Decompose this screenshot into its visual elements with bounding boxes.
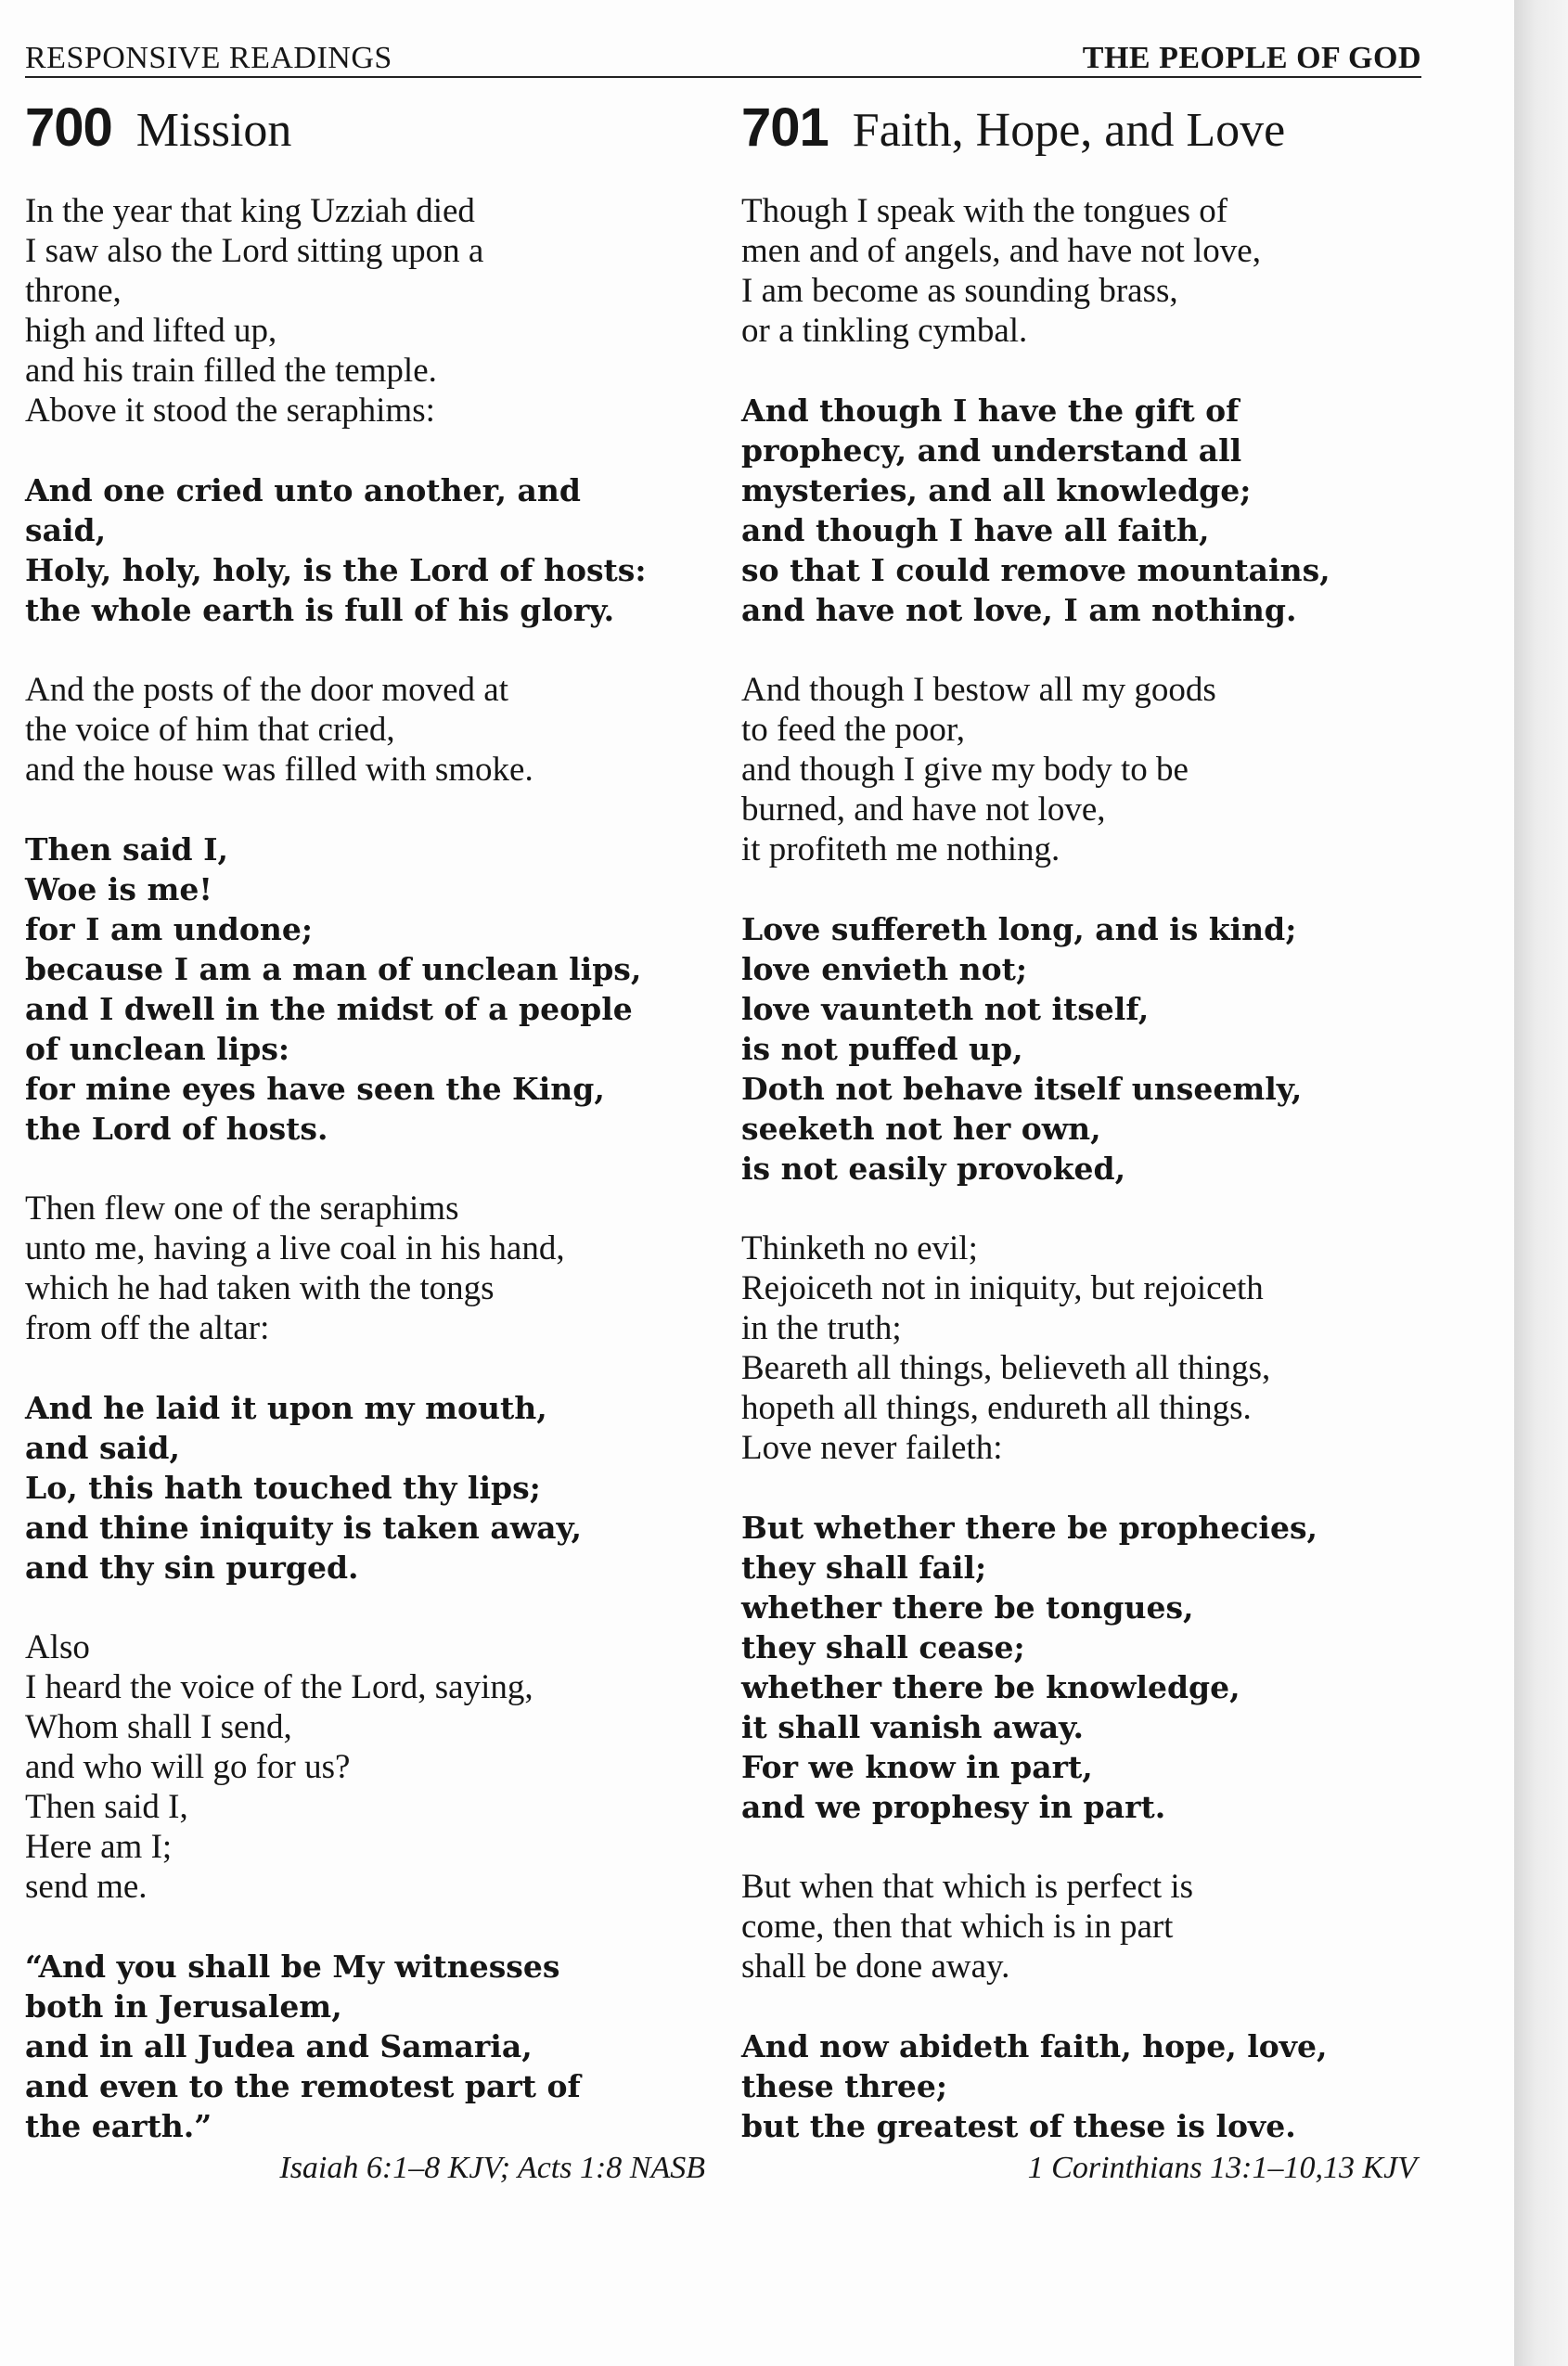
reading-line: and though I give my body to be xyxy=(741,751,1189,789)
reading-line: But when that which is perfect is xyxy=(741,1868,1194,1906)
reading-line: they shall cease; xyxy=(741,1629,1025,1665)
reading-line: the voice of him that cried, xyxy=(25,711,395,749)
reading-line: love envieth not; xyxy=(741,951,1028,987)
leader-reading xyxy=(741,1867,1428,1987)
reading-text xyxy=(741,191,1428,2146)
reading-line: said, xyxy=(25,512,107,548)
reading-line: to feed the poor, xyxy=(741,711,965,749)
reading-line: whether there be knowledge, xyxy=(741,1669,1240,1705)
reading-line: for I am undone; xyxy=(25,911,314,947)
reading-line: high and lifted up, xyxy=(25,312,277,350)
reading-line: Also xyxy=(25,1628,90,1666)
reading-line: Lo, this hath touched thy lips; xyxy=(25,1470,541,1506)
reading-line: come, then that which is in part xyxy=(741,1908,1174,1946)
reading-number: 701 xyxy=(741,97,829,158)
reading-line: hopeth all things, endureth all things. xyxy=(741,1389,1252,1427)
reading-line: and we prophesy in part. xyxy=(741,1789,1166,1825)
reading-line: for mine eyes have seen the King, xyxy=(25,1071,605,1107)
reading-line: and who will go for us? xyxy=(25,1748,351,1786)
reading-line: whether there be tongues, xyxy=(741,1589,1194,1626)
congregation-response xyxy=(25,829,712,1149)
running-head xyxy=(25,39,1421,78)
congregation-response xyxy=(25,1947,712,2146)
reading-text xyxy=(25,191,712,2146)
reading-title: Mission xyxy=(135,104,292,157)
scripture-citation: 1 Corinthians 13:1–10,13 KJV xyxy=(1027,2151,1417,2185)
congregation-response xyxy=(741,909,1428,1189)
reading-line: shall be done away. xyxy=(741,1948,1010,1986)
reading-line: in the truth; xyxy=(741,1309,902,1347)
reading-number: 700 xyxy=(25,97,112,158)
reading-line: In the year that king Uzziah died xyxy=(25,192,475,230)
reading-line: I saw also the Lord sitting upon a xyxy=(25,232,484,270)
reading-line: because I am a man of unclean lips, xyxy=(25,951,642,987)
reading-line: so that I could remove mountains, xyxy=(741,552,1330,588)
congregation-response xyxy=(25,470,712,630)
reading-line: For we know in part, xyxy=(741,1749,1093,1785)
reading-line: Doth not behave itself unseemly, xyxy=(741,1071,1303,1107)
reading-line: and his train filled the temple. xyxy=(25,352,437,390)
reading-line: Then flew one of the seraphims xyxy=(25,1189,459,1228)
reading-line: these three; xyxy=(741,2068,948,2104)
reading-line: and the house was filled with smoke. xyxy=(25,751,533,789)
reading-line: Though I speak with the tongues of xyxy=(741,192,1228,230)
reading-line: But whether there be prophecies, xyxy=(741,1510,1318,1546)
reading-line: and I dwell in the midst of a people xyxy=(25,991,633,1027)
reading-line: both in Jerusalem, xyxy=(25,1988,342,2025)
reading-line: the earth.” xyxy=(25,2108,212,2144)
reading-line: is not puffed up, xyxy=(741,1031,1023,1067)
reading-line: Love suffereth long, and is kind; xyxy=(741,911,1297,947)
reading-line: Here am I; xyxy=(25,1828,173,1866)
reading-line: and even to the remotest part of xyxy=(25,2068,581,2104)
reading-line: it shall vanish away. xyxy=(741,1709,1084,1745)
reading-line: which he had taken with the tongs xyxy=(25,1269,495,1307)
reading-line: and have not love, I am nothing. xyxy=(741,592,1297,628)
category-label: THE PEOPLE OF GOD xyxy=(1082,41,1421,75)
reading-line: Thinketh no evil; xyxy=(741,1229,978,1267)
reading-line: of unclean lips: xyxy=(25,1031,290,1067)
reading-line: I am become as sounding brass, xyxy=(741,272,1178,310)
page-edge-shadow xyxy=(1514,0,1568,2366)
reading-line: is not easily provoked, xyxy=(741,1151,1126,1187)
reading-line: Love never faileth: xyxy=(741,1429,1003,1467)
reading-line: love vaunteth not itself, xyxy=(741,991,1150,1027)
reading-line: Then said I, xyxy=(25,831,229,868)
reading-line: but the greatest of these is love. xyxy=(741,2108,1296,2144)
reading-line: And the posts of the door moved at xyxy=(25,671,508,709)
section-label: RESPONSIVE READINGS xyxy=(25,41,392,75)
reading-line: or a tinkling cymbal. xyxy=(741,312,1028,350)
reading-line: it profiteth me nothing. xyxy=(741,830,1060,868)
reading-700 xyxy=(25,96,712,2186)
reading-line: they shall fail; xyxy=(741,1549,987,1586)
reading-line: seeketh not her own, xyxy=(741,1111,1101,1147)
reading-line: and thy sin purged. xyxy=(25,1549,359,1586)
reading-line: Beareth all things, believeth all things, xyxy=(741,1349,1271,1387)
reading-line: Whom shall I send, xyxy=(25,1708,292,1746)
leader-reading xyxy=(741,1228,1428,1468)
congregation-response xyxy=(741,2026,1428,2146)
reading-line: Then said I, xyxy=(25,1788,188,1826)
leader-reading xyxy=(25,191,712,431)
reading-line: prophecy, and understand all xyxy=(741,432,1242,469)
reading-line: And though I have the gift of xyxy=(741,392,1240,429)
reading-line: the whole earth is full of his glory. xyxy=(25,592,615,628)
reading-title: Faith, Hope, and Love xyxy=(852,104,1286,157)
reading-701 xyxy=(741,96,1428,2186)
leader-reading xyxy=(741,670,1428,869)
congregation-response xyxy=(741,391,1428,630)
reading-line: And though I bestow all my goods xyxy=(741,671,1216,709)
leader-reading xyxy=(25,1627,712,1907)
congregation-response xyxy=(741,1508,1428,1827)
reading-heading xyxy=(25,96,712,163)
reading-line: And one cried unto another, and xyxy=(25,472,581,508)
leader-reading xyxy=(741,191,1428,351)
reading-line: from off the altar: xyxy=(25,1309,270,1347)
reading-line: mysteries, and all knowledge; xyxy=(741,472,1252,508)
reading-line: throne, xyxy=(25,272,122,310)
reading-line: the Lord of hosts. xyxy=(25,1111,328,1147)
reading-line: send me. xyxy=(25,1868,148,1906)
reading-line: And he laid it upon my mouth, xyxy=(25,1390,547,1426)
leader-reading xyxy=(25,670,712,790)
reading-line: And now abideth faith, hope, love, xyxy=(741,2028,1328,2064)
reading-line: and in all Judea and Samaria, xyxy=(25,2028,533,2064)
reading-line: and said, xyxy=(25,1430,180,1466)
reading-line: Woe is me! xyxy=(25,871,212,907)
reading-line: men and of angels, and have not love, xyxy=(741,232,1261,270)
reading-line: and though I have all faith, xyxy=(741,512,1210,548)
reading-line: Rejoiceth not in iniquity, but rejoiceth xyxy=(741,1269,1264,1307)
reading-line: “And you shall be My witnesses xyxy=(25,1948,560,1985)
reading-line: unto me, having a live coal in his hand, xyxy=(25,1229,565,1267)
reading-line: and thine iniquity is taken away, xyxy=(25,1510,583,1546)
reading-line: I heard the voice of the Lord, saying, xyxy=(25,1668,533,1706)
reading-line: Holy, holy, holy, is the Lord of hosts: xyxy=(25,552,647,588)
reading-line: Above it stood the seraphims: xyxy=(25,392,435,430)
scripture-citation: Isaiah 6:1–8 KJV; Acts 1:8 NASB xyxy=(279,2151,705,2185)
reading-line: burned, and have not love, xyxy=(741,791,1106,829)
leader-reading xyxy=(25,1189,712,1348)
reading-heading xyxy=(741,96,1428,163)
congregation-response xyxy=(25,1388,712,1588)
